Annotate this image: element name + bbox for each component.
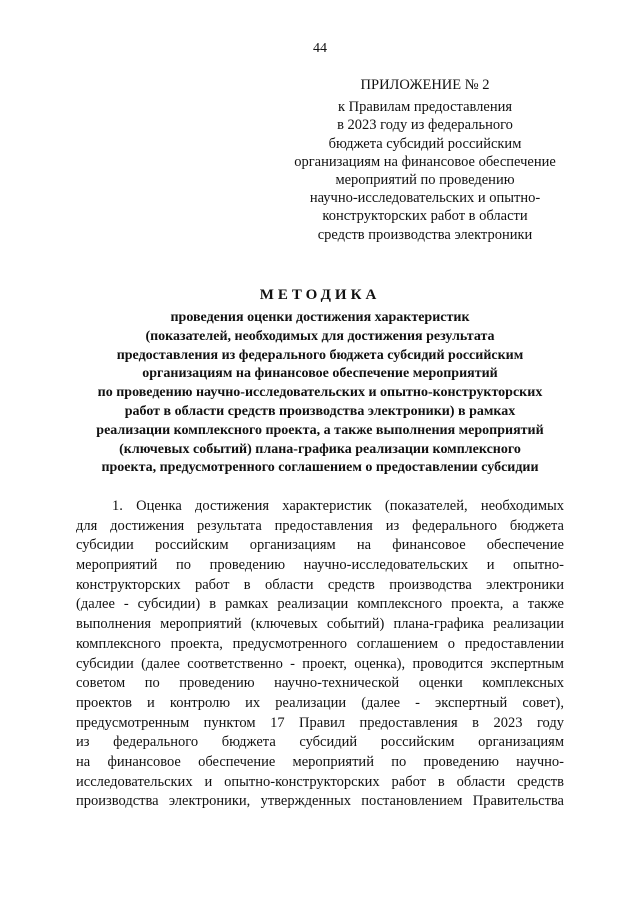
appendix-heading: ПРИЛОЖЕНИЕ № 2 (360, 77, 490, 93)
appendix-line: в 2023 году из федерального (337, 117, 513, 134)
document-title: МЕТОДИКА (259, 287, 381, 303)
appendix-line: конструкторских работ в области (322, 208, 528, 225)
body-line: из федерального бюджета субсидий российским организациям (76, 734, 564, 751)
subtitle-line: предоставления из федерального бюджета субсидий российским (116, 347, 524, 363)
subtitle-line: организациям на финансовое обеспечение мероприятий (142, 366, 498, 382)
body-line: конструкторских работ в области средств производства электроники (76, 576, 564, 593)
body-line: 1. Оценка достижения характеристик (показателей, необходимых (112, 498, 564, 514)
body-line: предусмотренным пунктом 17 Правил предоставления в 2023 году (76, 714, 564, 731)
body-line: мероприятий по проведению научно-исследовательских и опытно- (76, 557, 564, 574)
body-line: проектов и контролю их реализации (далее - экспертный совет), (76, 694, 564, 711)
body-line: (далее - субсидии) в рамках реализации комплексного проекта, а также (76, 596, 564, 613)
body-line: исследовательских и опытно-конструкторских работ в области средств (76, 773, 564, 790)
page-number: 44 (313, 41, 327, 56)
body-line: на финансовое обеспечение мероприятий по проведению научно- (76, 753, 564, 770)
body-paragraph (76, 497, 564, 812)
subtitle-line: проведения оценки достижения характеристик (170, 310, 470, 325)
body-line: производства электроники, утвержденных постановлением Правительства (76, 793, 564, 810)
body-line: субсидии российским организациям на финансовое обеспечение (76, 537, 564, 554)
body-line: выполнения мероприятий (ключевых событий) плана-графика реализации (76, 616, 564, 633)
appendix-line: к Правилам предоставления (337, 99, 513, 116)
appendix-line: средств производства электроники (317, 226, 533, 243)
body-line: комплексного проекта, предусмотренного соглашением о предоставлении (76, 635, 564, 652)
subtitle-line: реализации комплексного проекта, а также выполнения мероприятий (96, 422, 544, 438)
subtitle-line: по проведению научно-исследовательских и опытно-конструкторских (97, 385, 543, 401)
appendix-line: бюджета субсидий российским (328, 135, 522, 152)
document-subtitle (60, 309, 580, 478)
subtitle-line: (ключевых событий) плана-графика реализации комплексного (119, 441, 521, 457)
appendix-line: мероприятий по проведению (335, 172, 515, 189)
appendix-line: научно-исследовательских и опытно- (309, 190, 541, 207)
subtitle-line: проекта, предусмотренного соглашением о предоставлении субсидии (101, 460, 539, 476)
body-line: субсидии (далее соответственно - проект, оценка), проводится экспертным (76, 655, 564, 672)
body-line: для достижения результата предоставления из федерального бюджета (76, 517, 564, 534)
body-line: советом по проведению научно-технической оценки комплексных (76, 675, 564, 692)
subtitle-line: работ в области средств производства электроники) в рамках (124, 403, 516, 419)
appendix-line: организациям на финансовое обеспечение (294, 153, 556, 170)
subtitle-line: (показателей, необходимых для достижения результата (145, 328, 495, 344)
appendix-block (280, 76, 570, 244)
